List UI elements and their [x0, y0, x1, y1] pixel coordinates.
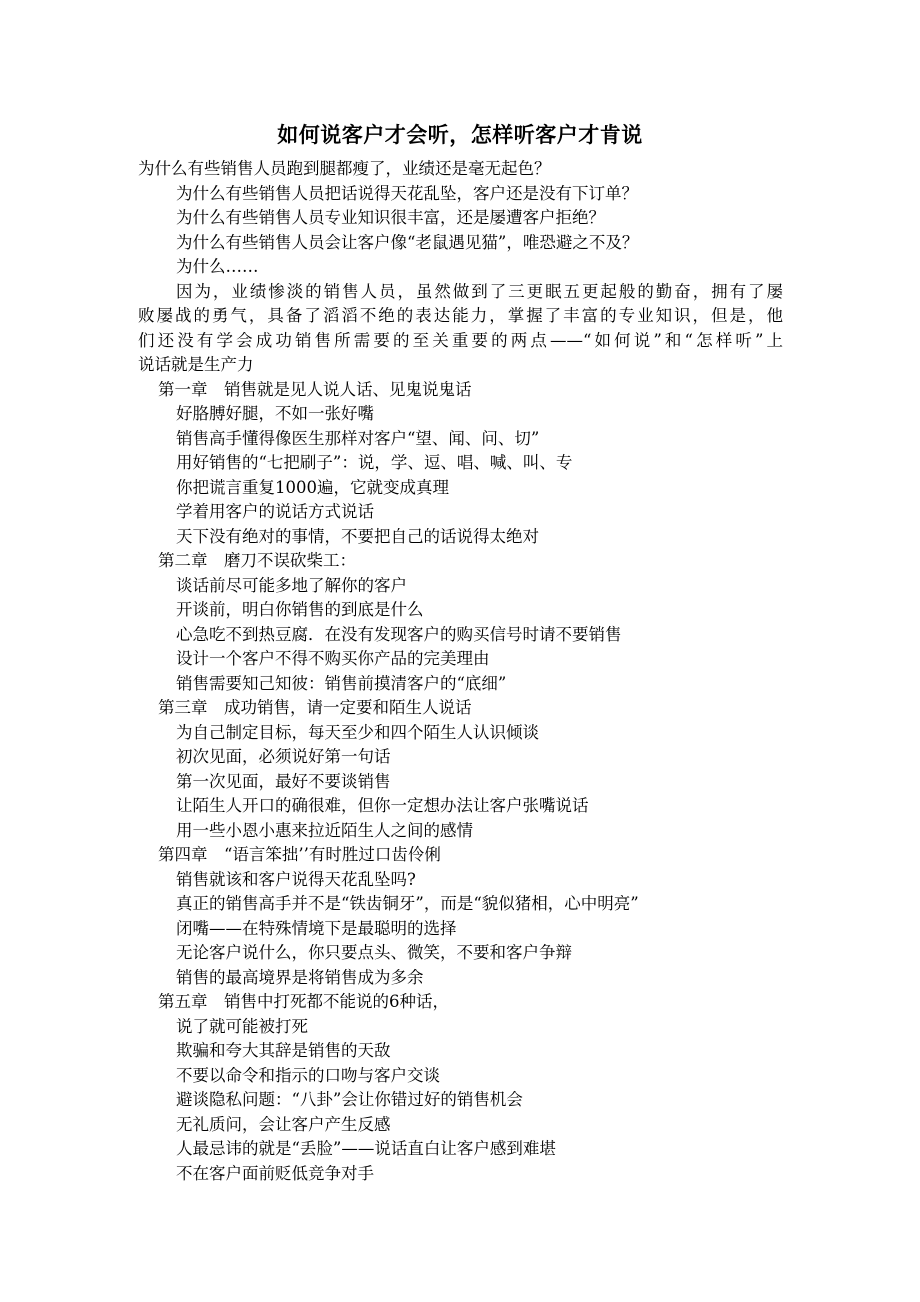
intro-question-1: 为什么有些销售人员跑到腿都瘦了，业绩还是毫无起色？ [138, 159, 551, 178]
chapter-item: 开谈前，明白你销售的到底是什么 [176, 600, 424, 619]
chapter-item: 初次见面，必须说好第一句话 [176, 747, 391, 766]
intro-paragraph-line-4: 说话就是生产力 [138, 355, 254, 374]
chapter-item: 天下没有绝对的事情，不要把自己的话说得太绝对 [176, 526, 539, 546]
chapter-heading: 第一章 销售就是见人说人话、见鬼说鬼话 [158, 379, 472, 399]
chapter-item: 欺骗和夸大其辞是销售的天敌 [176, 1041, 391, 1060]
chapter-heading: 第二章 磨刀不误砍柴工： [158, 551, 356, 570]
chapter-heading: 第五章 销售中打死都不能说的6种话， [158, 992, 449, 1011]
chapter-item: 用好销售的“七把刷子”：说，学、逗、唱、喊、叫、专 [176, 453, 573, 472]
chapter-item: 不在客户面前贬低竞争对手 [176, 1163, 374, 1183]
chapter-item: 销售需要知己知彼：销售前摸清客户的“底细” [176, 673, 507, 693]
intro-question-2: 为什么有些销售人员把话说得天花乱坠，客户还是没有下订单？ [176, 183, 638, 203]
chapter-item: 设计一个客户不得不购买你产品的完美理由 [176, 649, 490, 668]
chapter-item: 真正的销售高手并不是“铁齿铜牙”，而是“貌似猪相，心中明亮” [176, 894, 639, 913]
chapter-item: 说了就可能被打死 [176, 1016, 308, 1036]
chapter-item: 学着用客户的说话方式说话 [176, 502, 374, 521]
chapter-item: 你把谎言重复1000遍，它就变成真理 [176, 477, 449, 497]
chapter-item: 不要以命令和指示的口吻与客户交谈 [176, 1065, 440, 1085]
chapter-item: 人最忌讳的就是“丢脸”——说话直白让客户感到难堪 [176, 1139, 556, 1158]
chapter-item: 无礼质问，会让客户产生反感 [176, 1114, 391, 1134]
chapter-item: 谈话前尽可能多地了解你的客户 [176, 575, 407, 595]
chapter-item: 为自己制定目标，每天至少和四个陌生人认识倾谈 [176, 722, 539, 742]
chapter-heading: 第三章 成功销售，请一定要和陌生人说话 [158, 698, 472, 717]
intro-question-4: 为什么有些销售人员会让客户像“老鼠遇见猫”，唯恐避之不及？ [176, 232, 639, 252]
chapter-item: 第一次见面，最好不要谈销售 [176, 771, 391, 791]
intro-paragraph-line-3: 们还没有学会成功销售所需要的至关重要的两点——“如何说”和“怎样听”上 [138, 330, 783, 350]
chapter-item: 销售就该和客户说得天花乱坠吗? [176, 869, 416, 889]
chapter-item: 用一些小恩小惠来拉近陌生人之间的感情 [176, 820, 473, 840]
chapter-item: 无论客户说什么，你只要点头、微笑，不要和客户争辩 [176, 943, 572, 962]
chapter-item: 让陌生人开口的确很难，但你一定想办法让客户张嘴说话 [176, 796, 589, 815]
intro-question-3: 为什么有些销售人员专业知识很丰富，还是屡遭客户拒绝？ [176, 208, 605, 227]
document-body [138, 157, 783, 1186]
intro-paragraph-line-1: 因为，业绩惨淡的销售人员，虽然做到了三更眠五更起般的勤奋，拥有了屡 [176, 281, 783, 301]
chapter-item: 心急吃不到热豆腐．在没有发现客户的购买信号时请不要销售 [176, 624, 622, 644]
intro-question-5: 为什么…… [176, 257, 259, 276]
chapter-heading: 第四章 “语言笨拙’’有时胜过口齿伶俐 [158, 845, 441, 864]
document-title: 如何说客户才会听，怎样听客户才肯说 [277, 123, 643, 147]
chapter-item: 销售高手懂得像医生那样对客户“望、闻、问、切” [176, 428, 540, 448]
chapter-item: 闭嘴——在特殊情境下是最聪明的选择 [176, 918, 457, 938]
intro-paragraph-line-2: 败屡战的勇气，具备了滔滔不绝的表达能力，掌握了丰富的专业知识，但是，他 [138, 306, 783, 325]
chapter-item: 避谈隐私问题：“八卦”会让你错过好的销售机会 [176, 1090, 523, 1109]
chapter-item: 销售的最高境界是将销售成为多余 [176, 967, 424, 987]
chapter-item: 好胳膊好腿，不如一张好嘴 [176, 404, 374, 423]
